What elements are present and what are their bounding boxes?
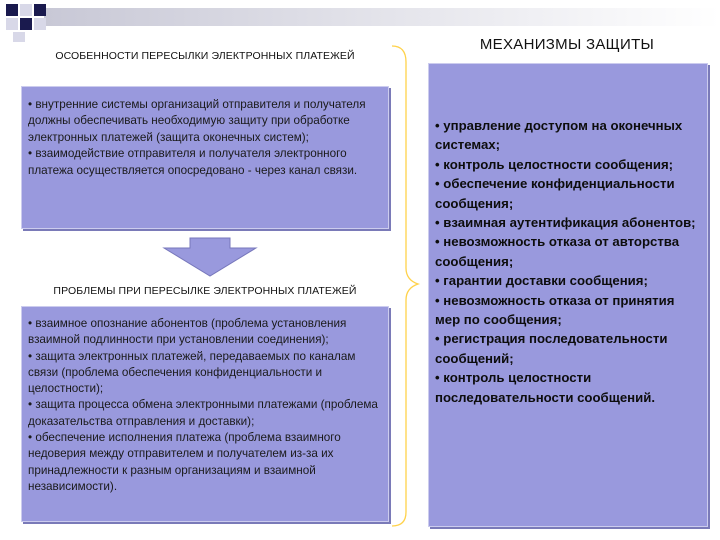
- mechanism-item: • гарантии доставки сообщения;: [435, 273, 648, 289]
- problems-heading: ПРОБЛЕМЫ ПРИ ПЕРЕСЫЛКЕ ЭЛЕКТРОННЫХ ПЛАТЕЖЕЙ: [53, 285, 357, 297]
- mechanism-item: • невозможность отказа от авторства сообщения;: [435, 234, 680, 269]
- mechanism-item: • невозможность отказа от принятия мер по сообщения;: [435, 292, 675, 328]
- features-item: • внутренние системы организаций отправителя и получателя должны обеспечивать необходимую защиту при обработке электронных платежей (защита оконечных систем);: [28, 98, 366, 144]
- problems-item: • взаимное опознание абонентов (проблема установления взаимной подлинности при установлении соединения);: [28, 317, 347, 347]
- mechanism-item: • контроль целостности сообщения;: [435, 156, 674, 172]
- features-item: • взаимодействие отправителя и получателя электронного платежа осуществляется опосредовано - через канал связи.: [28, 147, 358, 177]
- down-arrow-icon: [160, 236, 260, 278]
- problems-item: • защита процесса обмена электронными платежами (проблема доказательства отправления и доставки);: [28, 398, 378, 428]
- features-box: [21, 86, 389, 229]
- mechanism-item: • регистрация последовательности сообщений;: [435, 331, 668, 366]
- mechanisms-heading: МЕХАНИЗМЫ ЗАЩИТЫ: [479, 36, 655, 53]
- mechanisms-list: [435, 116, 703, 407]
- mechanisms-box: [428, 63, 708, 527]
- problems-text: [28, 316, 380, 495]
- problems-item: • защита электронных платежей, передаваемых по каналам связи (проблема обеспечения конфиденциальности и целостности);: [28, 349, 356, 396]
- features-heading: ОСОБЕННОСТИ ПЕРЕСЫЛКИ ЭЛЕКТРОННЫХ ПЛАТЕЖЕЙ: [55, 50, 355, 62]
- bracket-connector-icon: [388, 40, 428, 530]
- problems-item: • обеспечение исполнения платежа (проблема взаимного недоверия между отправителем и получателем из-за их принадлежности к разным организациям и взаимной независимости).: [28, 431, 341, 493]
- mechanism-item: • взаимная аутентификация абонентов;: [435, 215, 696, 231]
- problems-box: [21, 306, 389, 522]
- mechanism-item: • контроль целостности последовательности сообщений.: [435, 370, 655, 405]
- features-text: [28, 97, 380, 179]
- mechanism-item: • обеспечение конфиденциальности сообщения;: [435, 176, 675, 211]
- mechanism-item: • управление доступом на оконечных системах;: [435, 118, 683, 153]
